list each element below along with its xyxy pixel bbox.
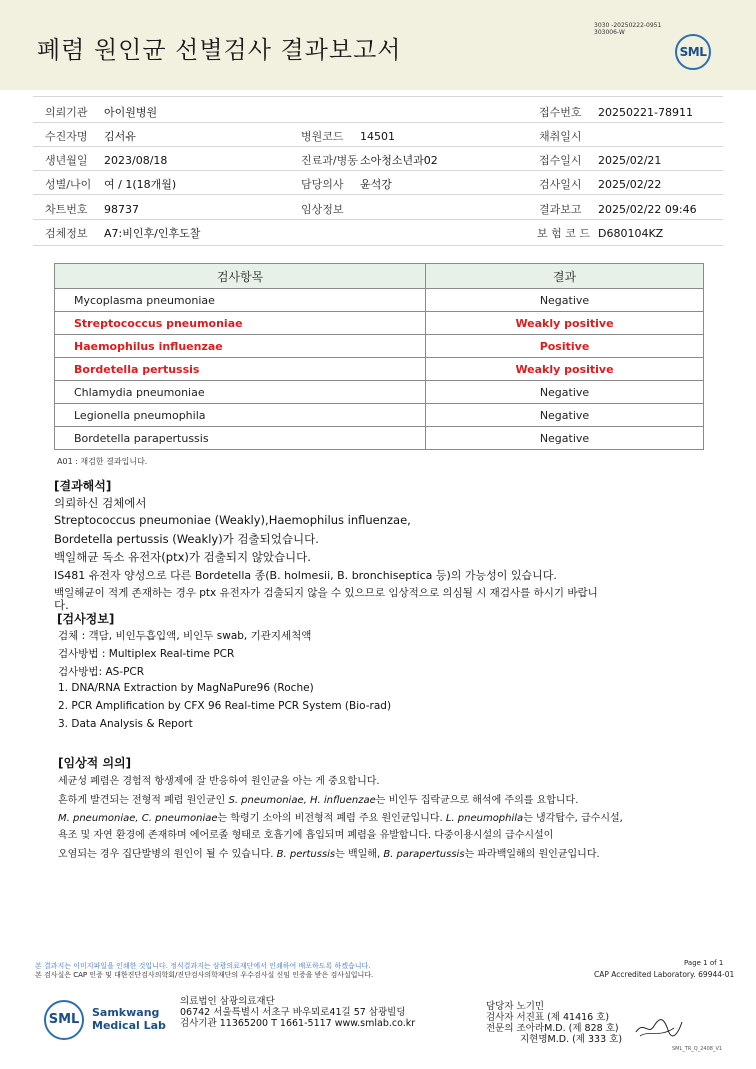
interpretation-line: IS481 유전자 양성으로 다른 Bordetella 종(B. holmesii, B. bronchiseptica 등)의 가능성이 있습니다. — [54, 569, 557, 582]
table-row — [55, 358, 704, 381]
test-item: Haemophilus influenzae — [55, 335, 426, 358]
sml-logo: SML — [675, 34, 711, 70]
label-receipt-number: 접수번호 — [539, 106, 582, 119]
test-item: Chlamydia pneumoniae — [55, 381, 426, 404]
results-table — [54, 263, 704, 450]
interpretation-line: 의뢰하신 검체에서 — [54, 496, 147, 510]
staff-block: 담당자 노기민 검사자 서진표 (제 41416 호) 전문의 조아라M.D. (제 828 호) 지현명M.D. (제 333 호) — [486, 1001, 623, 1045]
label-specimen-info: 검체정보 — [45, 227, 88, 240]
report-header — [0, 0, 756, 90]
test-item: Bordetella pertussis — [55, 358, 426, 381]
interpretation-line: Streptococcus pneumoniae (Weakly),Haemophilus influenzae, — [54, 513, 411, 527]
value-hospital-code: 14501 — [360, 130, 395, 143]
table-row — [55, 427, 704, 450]
test-result: Positive — [426, 335, 704, 358]
label-birth-date: 생년월일 — [45, 154, 88, 167]
test-info-line: 검사방법: AS-PCR — [58, 666, 145, 678]
divider — [33, 146, 723, 147]
value-sex-age: 여 / 1(18개월) — [104, 178, 177, 191]
label-receipt-date: 접수일시 — [539, 154, 582, 167]
value-specimen-info: A7:비인후/인후도찰 — [104, 227, 201, 240]
table-row — [55, 335, 704, 358]
value-chart-number: 98737 — [104, 203, 139, 216]
test-item: Mycoplasma pneumoniae — [55, 289, 426, 312]
label-sex-age: 성별/나이 — [45, 178, 92, 191]
column-header-test-item: 검사항목 — [55, 264, 426, 289]
value-birth-date: 2023/08/18 — [104, 154, 168, 167]
table-row — [55, 289, 704, 312]
divider — [33, 170, 723, 171]
table-row — [55, 381, 704, 404]
label-insurance-code: 보 험 코 드 — [537, 227, 590, 240]
divider — [33, 245, 723, 246]
interpretation-line: 백일해균 독소 유전자(ptx)가 검출되지 않았습니다. — [54, 550, 311, 564]
table-row — [55, 404, 704, 427]
test-info-line: 검체 : 객담, 비인두흡입액, 비인두 swab, 기관지세척액 — [58, 630, 312, 642]
retest-footnote: A01 : 재검한 결과입니다. — [57, 457, 148, 466]
test-item: Bordetella parapertussis — [55, 427, 426, 450]
divider — [33, 96, 723, 97]
value-report-time: 2025/02/22 09:46 — [598, 203, 697, 216]
document-code: 3030 -20250222-0951 303006-W — [594, 22, 662, 36]
label-requesting-institution: 의뢰기관 — [45, 106, 88, 119]
printout-notice: 본 결과지는 이미지파일을 인쇄한 것입니다. 정식결과지는 삼광의료재단에서 인쇄하여 배포하도록 하겠습니다. — [35, 962, 371, 970]
clinical-line: M. pneumoniae, C. pneumoniae는 학령기 소아의 비전형적 폐렴 주요 원인균입니다. L. pneumophila는 냉각탑수, 급수시설, — [58, 813, 623, 824]
label-chart-number: 차트번호 — [45, 203, 88, 216]
clinical-line: 오염되는 경우 집단발병의 원인이 될 수 있습니다. B. pertussis는 백일해, B. parapertussis는 파라백일해의 원인균입니다. — [58, 849, 600, 860]
value-requesting-institution: 아이원병원 — [104, 106, 158, 119]
test-info-heading: [검사정보] — [57, 612, 115, 626]
test-info-line: 검사방법 : Multiplex Real-time PCR — [58, 648, 235, 660]
test-result: Weakly positive — [426, 312, 704, 335]
divider — [33, 122, 723, 123]
test-result: Weakly positive — [426, 358, 704, 381]
test-result: Negative — [426, 427, 704, 450]
signature-mark — [634, 1014, 684, 1042]
test-result: Negative — [426, 289, 704, 312]
accreditation-notice: 본 검사실은 CAP 인증 및 대한진단검사의학회/진단검사의학재단의 우수검사실 신임 인증을 받은 검사실입니다. — [35, 971, 374, 979]
clinical-line: 욕조 및 자연 환경에 존재하며 에어로졸 형태로 호흡기에 흡입되며 폐렴을 유발합니다. 다중이용시설의 급수시설이 — [58, 830, 554, 841]
interpretation-line: Bordetella pertussis (Weakly)가 검출되었습니다. — [54, 532, 319, 546]
page-number: Page 1 of 1 — [684, 959, 724, 967]
label-report-time: 결과보고 — [539, 203, 582, 216]
column-header-result: 결과 — [426, 264, 704, 289]
test-info-line: 3. Data Analysis & Report — [58, 718, 193, 730]
test-result: Negative — [426, 404, 704, 427]
value-insurance-code: D680104KZ — [598, 227, 664, 240]
value-patient-name: 김서유 — [104, 130, 136, 143]
value-receipt-number: 20250221-78911 — [598, 106, 693, 119]
label-physician: 담당의사 — [301, 178, 344, 191]
clinical-heading: [임상적 의의] — [58, 756, 132, 770]
company-name: Samkwang Medical Lab — [92, 1006, 166, 1032]
interpretation-line: 다. — [54, 598, 69, 612]
label-hospital-code: 병원코드 — [301, 130, 344, 143]
cap-accreditation: CAP Accredited Laboratory. 69944-01 — [594, 970, 735, 979]
table-header-row — [55, 264, 704, 289]
form-code: SML_TR_Q_2408_V1 — [672, 1046, 723, 1052]
label-test-date: 검사일시 — [539, 178, 582, 191]
label-clinical-info: 임상정보 — [301, 203, 344, 216]
clinical-line: 세균성 폐렴은 경험적 항생제에 잘 반응하여 원인균을 아는 게 중요합니다. — [58, 776, 380, 787]
value-department: 소아청소년과02 — [360, 154, 438, 167]
interpretation-line: 백일해균이 적게 존재하는 경우 ptx 유전자가 검출되지 않을 수 있으므로 임상적으로 의심될 시 재검사를 하시기 바랍니 — [54, 587, 598, 599]
label-patient-name: 수진자명 — [45, 130, 88, 143]
divider — [33, 219, 723, 220]
sml-logo: SML — [44, 1000, 84, 1040]
address-block: 의료법인 삼광의료재단 06742 서울특별시 서초구 바우뫼로41길 57 삼광빌딩 검사기관 11365200 T 1661-5117 www.smlab.co.kr — [180, 996, 416, 1029]
test-item: Streptococcus pneumoniae — [55, 312, 426, 335]
value-test-date: 2025/02/22 — [598, 178, 662, 191]
clinical-line: 흔하게 발견되는 전형적 폐렴 원인균인 S. pneumoniae, H. influenzae는 비인두 집락균으로 해석에 주의를 요합니다. — [58, 795, 579, 806]
test-info-line: 1. DNA/RNA Extraction by MagNaPure96 (Roche) — [58, 682, 314, 694]
test-result: Negative — [426, 381, 704, 404]
value-receipt-date: 2025/02/21 — [598, 154, 662, 167]
test-item: Legionella pneumophila — [55, 404, 426, 427]
divider — [33, 194, 723, 195]
label-collection-time: 채취일시 — [539, 130, 582, 143]
value-physician: 윤석강 — [360, 178, 392, 191]
label-department: 진료과/병동 — [301, 154, 358, 167]
test-info-line: 2. PCR Amplification by CFX 96 Real-time PCR System (Bio-rad) — [58, 700, 392, 712]
interpretation-heading: [결과해석] — [54, 479, 112, 493]
table-row — [55, 312, 704, 335]
report-title: 폐렴 원인균 선별검사 결과보고서 — [37, 36, 402, 64]
